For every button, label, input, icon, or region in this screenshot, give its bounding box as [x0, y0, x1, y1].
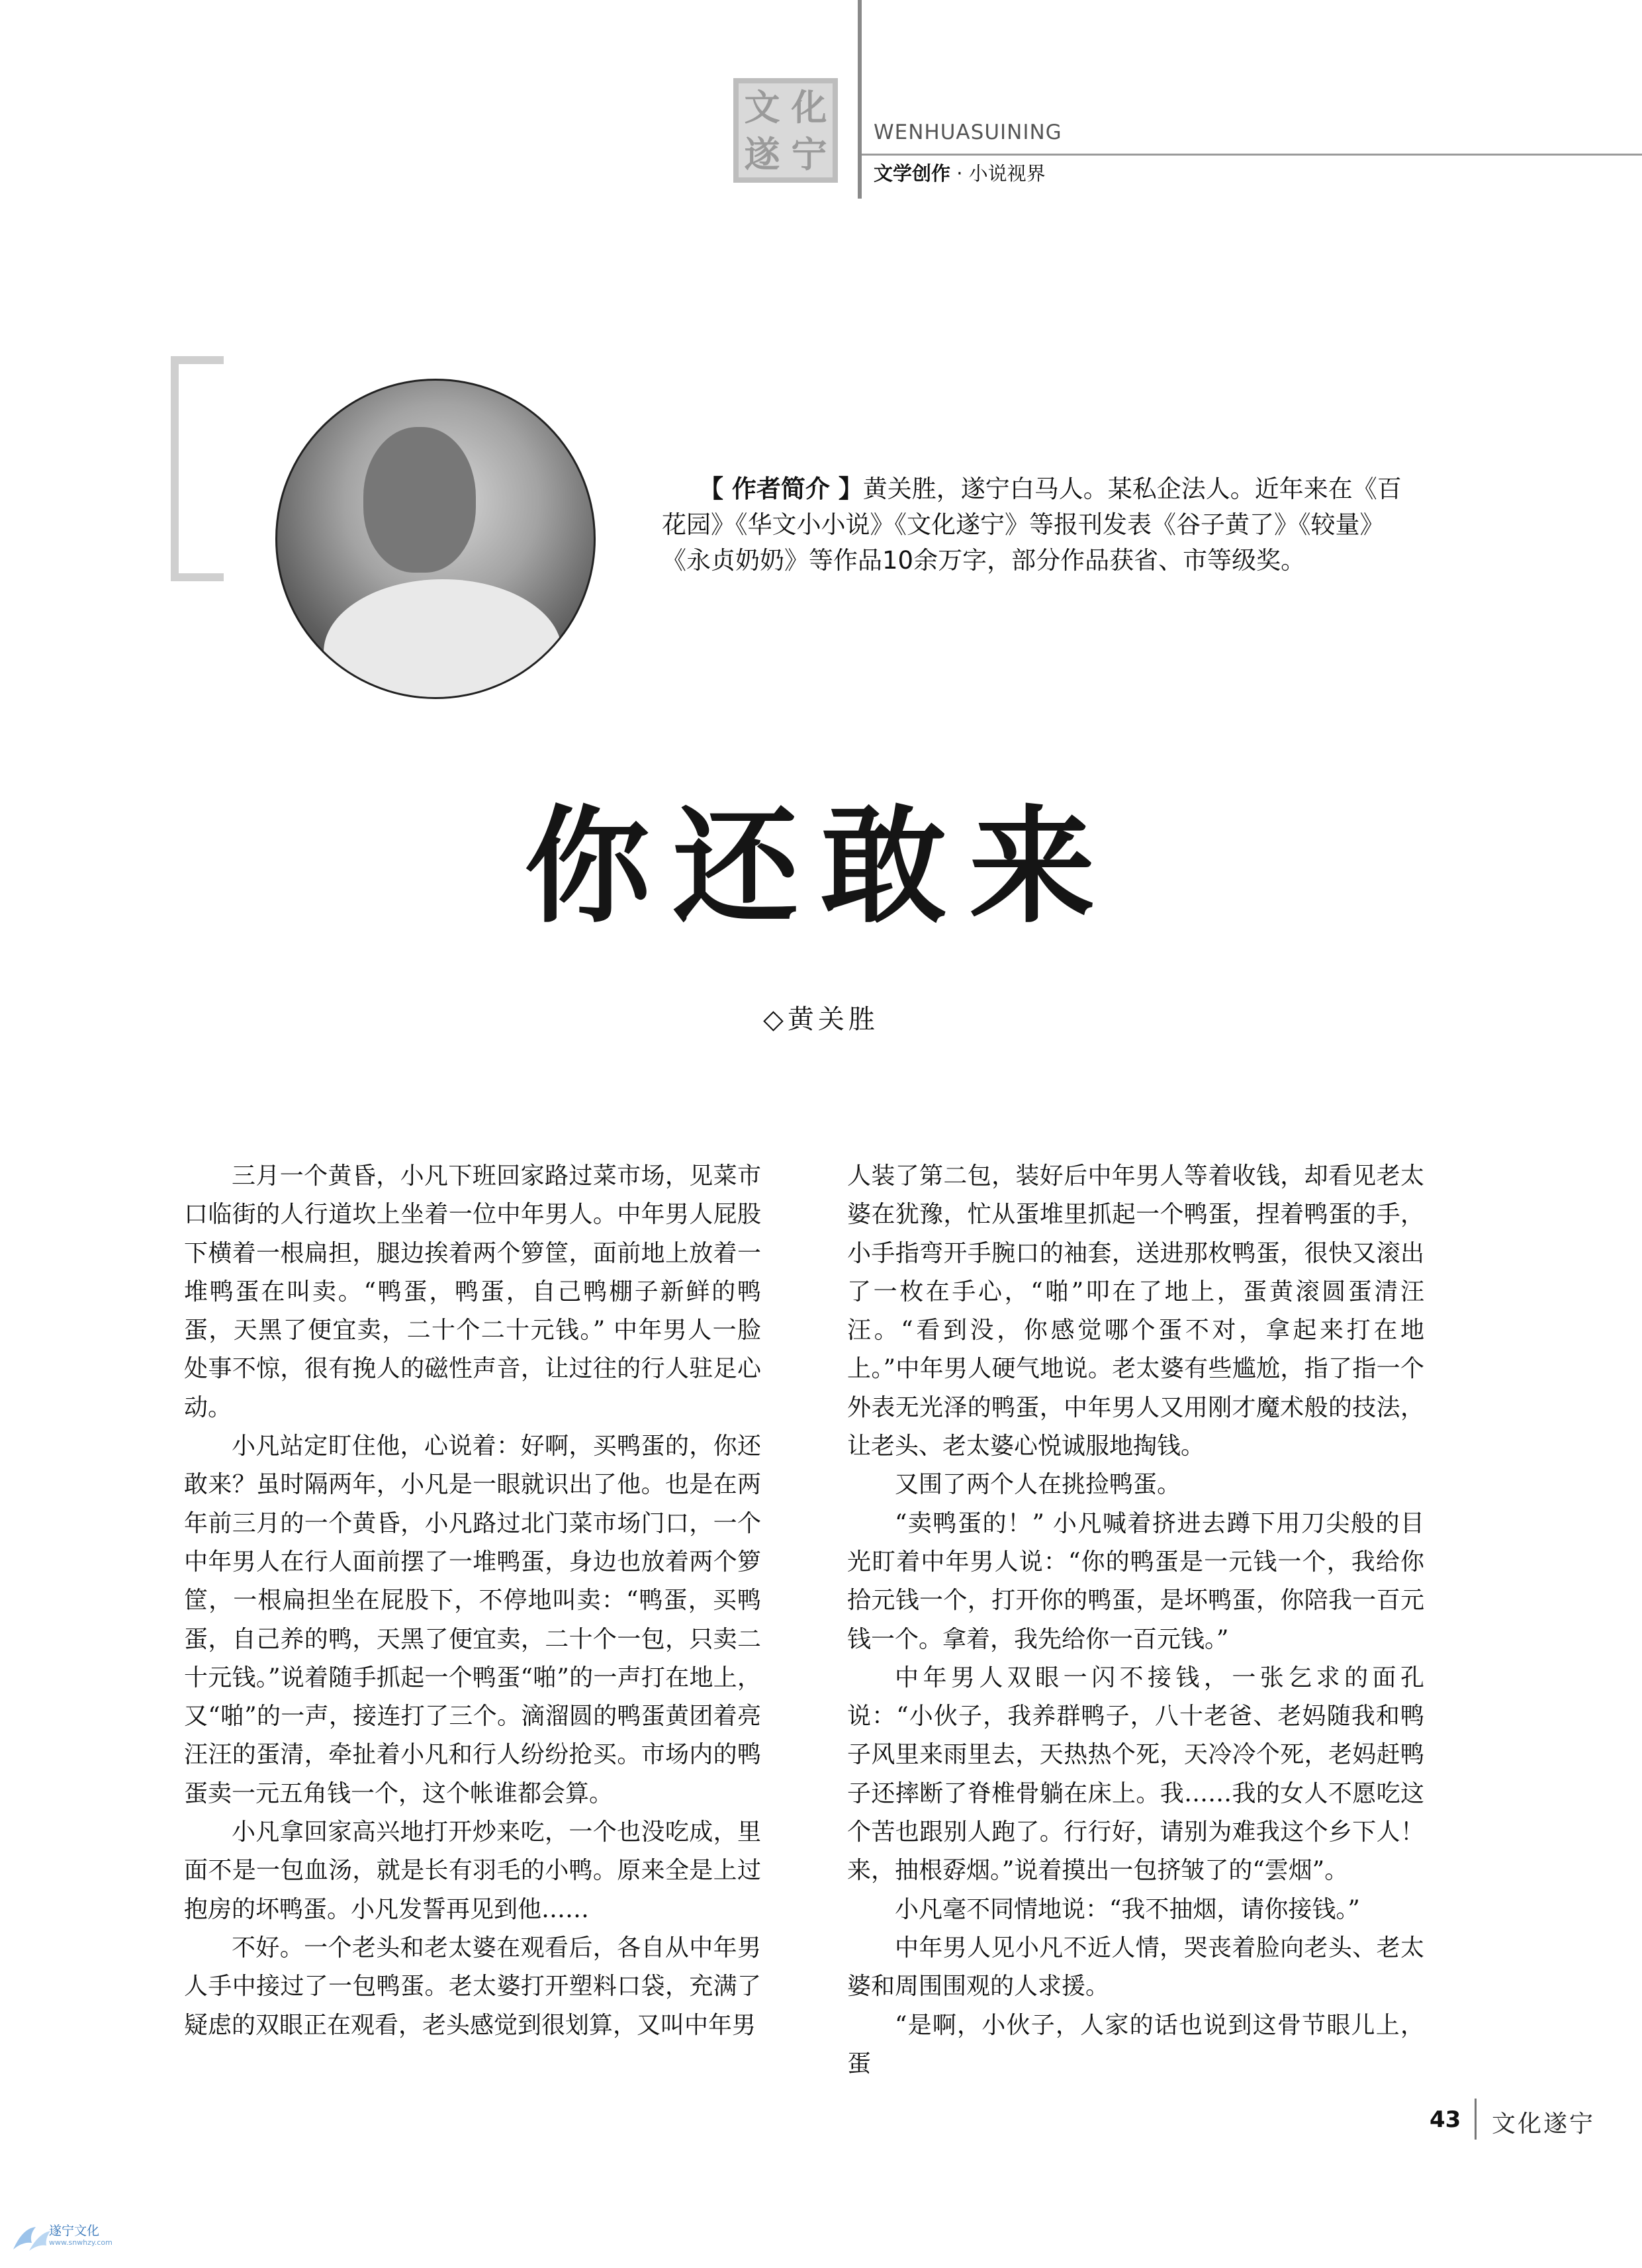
paragraph: 人装了第二包，装好后中年男人等着收钱，却看见老太婆在犹豫，忙从蛋堆里抓起一个鸭蛋，捏着鸭蛋的手，小手指弯开手腕口的袖套，送进那枚鸭蛋，很快又滚出了一枚在手心，“啪”叩在了地上，蛋黄滚圆蛋清汪汪。“看到没，你感觉哪个蛋不对，拿起来打在地上。”中年男人硬气地说。老太婆有些尴尬，指了指一个外表无光泽的鸭蛋，中年男人又用刚才魔术般的技法，让老头、老太婆心悦诚服地掏钱。	[847, 1162, 1424, 1460]
paragraph: 小凡拿回家高兴地打开炒来吃，一个也没吃成，里面不是一包血汤，就是长有羽毛的小鸭。原来全是上过抱房的坏鸭蛋。小凡发誓再见到他……	[184, 1819, 761, 1923]
article-title: 你还敢来	[524, 794, 1118, 940]
site-watermark	[49, 2224, 113, 2247]
watermark-url: www.snwhzy.com	[49, 2238, 113, 2247]
seal-char: 化	[791, 85, 827, 128]
header-horizontal-divider	[862, 154, 1642, 156]
body-column-left	[184, 1157, 761, 2045]
seal-char: 文	[744, 85, 780, 128]
author-photo	[275, 379, 596, 699]
paragraph: “卖鸭蛋的！” 小凡喊着挤进去蹲下用刀尖般的目光盯着中年男人说：“你的鸭蛋是一元钱一个，我给你拾元钱一个，打开你的鸭蛋，是坏鸭蛋，你陪我一百元钱一个。拿着，我先给你一百元钱。”	[847, 1509, 1424, 1653]
paragraph: 中年男人双眼一闪不接钱，一张乞求的面孔说：“小伙子，我养群鸭子，八十老爸、老妈随我和鸭子风里来雨里去，天热热个死，天冷冷个死，老妈赶鸭子还摔断了脊椎骨躺在床上。我……我的女人不愿吃这个苦也跟别人跑了。行行好，请别为难我这个乡下人！来，抽根孬烟。”说着摸出一包挤皱了的“雲烟”。	[847, 1664, 1424, 1885]
wing-logo-icon	[9, 2223, 53, 2256]
page-number: 43	[1430, 2106, 1461, 2133]
paragraph: 又围了两个人在挑捡鸭蛋。	[895, 1471, 1181, 1499]
paragraph: 小凡毫不同情地说：“我不抽烟，请你接钱。”	[895, 1895, 1360, 1923]
section-sub: 小说视界	[968, 162, 1046, 185]
header-vertical-divider	[858, 0, 862, 199]
paragraph: 三月一个黄昏，小凡下班回家路过菜市场，见菜市口临街的人行道坎上坐着一位中年男人。中年男人屁股下横着一根扁担，腿边挨着两个箩筐，面前地上放着一堆鸭蛋在叫卖。“鸭蛋，鸭蛋，自己鸭棚子新鲜的鸭蛋，天黑了便宜卖，二十个二十元钱。” 中年男人一脸处事不惊，很有挽人的磁性声音，让过往的行人驻足心动。	[184, 1162, 761, 1421]
bio-label: 【 作者简介 】	[699, 475, 863, 503]
watermark-name: 遂宁文化	[49, 2224, 100, 2238]
seal-char: 遂	[744, 132, 780, 175]
bio-text: 黄关胜，遂宁白马人。某私企法人。近年来在《百花园》《华文小小说》《文化遂宁》等报刊发表《谷子黄了》《较量》《永贞奶奶》等作品10余万字，部分作品获省、市等级奖。	[662, 475, 1402, 575]
author-photo-shirt	[324, 579, 562, 699]
section-label	[874, 159, 1046, 186]
paragraph: 不好。一个老头和老太婆在观看后，各自从中年男人手中接过了一包鸭蛋。老太婆打开塑料口袋，充满了疑虑的双眼正在观看，老头感觉到很划算，又叫中年男	[184, 1934, 761, 2039]
footer-magazine-title: 文化遂宁	[1492, 2110, 1596, 2138]
body-column-right	[847, 1157, 1424, 2083]
paragraph: 小凡站定盯住他，心说着：好啊，买鸭蛋的，你还敢来？虽时隔两年，小凡是一眼就识出了他。也是在两年前三月的一个黄昏，小凡路过北门菜市场门口，一个中年男人在行人面前摆了一堆鸭蛋，身边也放着两个箩筐，一根扁担坐在屁股下，不停地叫卖：“鸭蛋，买鸭蛋，自己养的鸭，天黑了便宜卖，二十个一包，只卖二十元钱。”说着随手抓起一个鸭蛋“啪”的一声打在地上，又“啪”的一声，接连打了三个。滴溜圆的鸭蛋黄团着亮汪汪的蛋清，牵扯着小凡和行人纷纷抢买。市场内的鸭蛋卖一元五角钱一个，这个帐谁都会算。	[184, 1433, 761, 1807]
article-byline: ◇黄关胜	[763, 1004, 879, 1035]
decorative-bracket	[171, 356, 224, 581]
paragraph: “是啊，小伙子，人家的话也说到这骨节眼儿上，蛋	[847, 2011, 1424, 2077]
section-main: 文学创作	[874, 162, 951, 185]
paragraph: 中年男人见小凡不近人情，哭丧着脸向老头、老太婆和周围围观的人求援。	[847, 1934, 1424, 2001]
section-separator: ·	[956, 162, 963, 185]
masthead-pinyin: WENHUASUINING	[874, 120, 1062, 144]
magazine-seal-logo	[733, 78, 838, 183]
author-photo-head	[363, 427, 476, 573]
seal-char: 宁	[791, 132, 827, 175]
author-bio	[662, 471, 1410, 579]
footer-divider	[1475, 2099, 1477, 2140]
